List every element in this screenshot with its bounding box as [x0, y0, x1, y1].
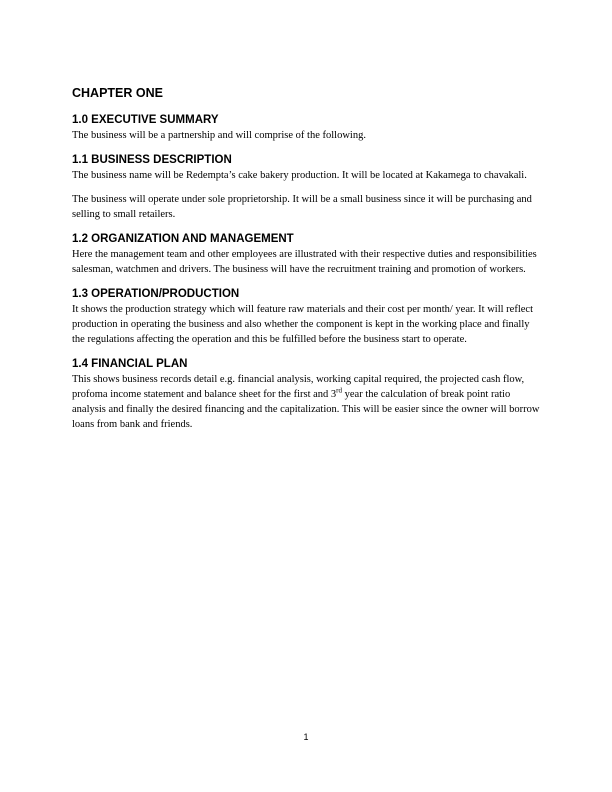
paragraph: The business will operate under sole proprietorship. It will be a small business since it will be purchasing and selling to small retailers.	[72, 194, 532, 220]
section-executive-summary	[72, 113, 542, 143]
document-page	[72, 86, 542, 442]
paragraph: It shows the production strategy which will feature raw materials and their cost per month/ year. It will reflect production in operating the business and also whether the component is kept in the working place and finally the regulations affecting the operation and this be fulfilled before the business start to operate.	[72, 304, 533, 345]
page-number: 1	[303, 732, 309, 742]
section-operation-production	[72, 287, 542, 347]
section-heading: 1.3 OPERATION/PRODUCTION	[72, 288, 240, 300]
ordinal-superscript: rd	[336, 386, 342, 395]
section-financial-plan	[72, 357, 542, 432]
paragraph	[72, 372, 542, 432]
section-heading: 1.0 EXECUTIVE SUMMARY	[72, 114, 219, 126]
paragraph-text: year the calculation of break point ratio analysis and finally the desired financing and the capitalization. This will be easier since the owner will borrow loans from bank and friends.	[72, 389, 540, 430]
section-business-description	[72, 153, 542, 222]
paragraph-text: This shows business records detail e.g. financial analysis, working capital required, the projected cash flow, profoma income statement and balance sheet for the first and 3	[72, 374, 525, 400]
section-organization-management	[72, 232, 542, 277]
paragraph: Here the management team and other employees are illustrated with their respective duties and responsibilities salesman, watchmen and drivers. The business will have the recruitment training and promotion of workers.	[72, 249, 537, 275]
paragraph: The business name will be Redempta’s cake bakery production. It will be located at Kakamega to chavakali.	[72, 170, 527, 181]
chapter-title: CHAPTER ONE	[72, 86, 163, 100]
section-heading: 1.1 BUSINESS DESCRIPTION	[72, 154, 232, 166]
section-heading: 1.4 FINANCIAL PLAN	[72, 358, 188, 370]
paragraph: The business will be a partnership and will comprise of the following.	[72, 130, 366, 141]
section-heading: 1.2 ORGANIZATION AND MANAGEMENT	[72, 233, 294, 245]
